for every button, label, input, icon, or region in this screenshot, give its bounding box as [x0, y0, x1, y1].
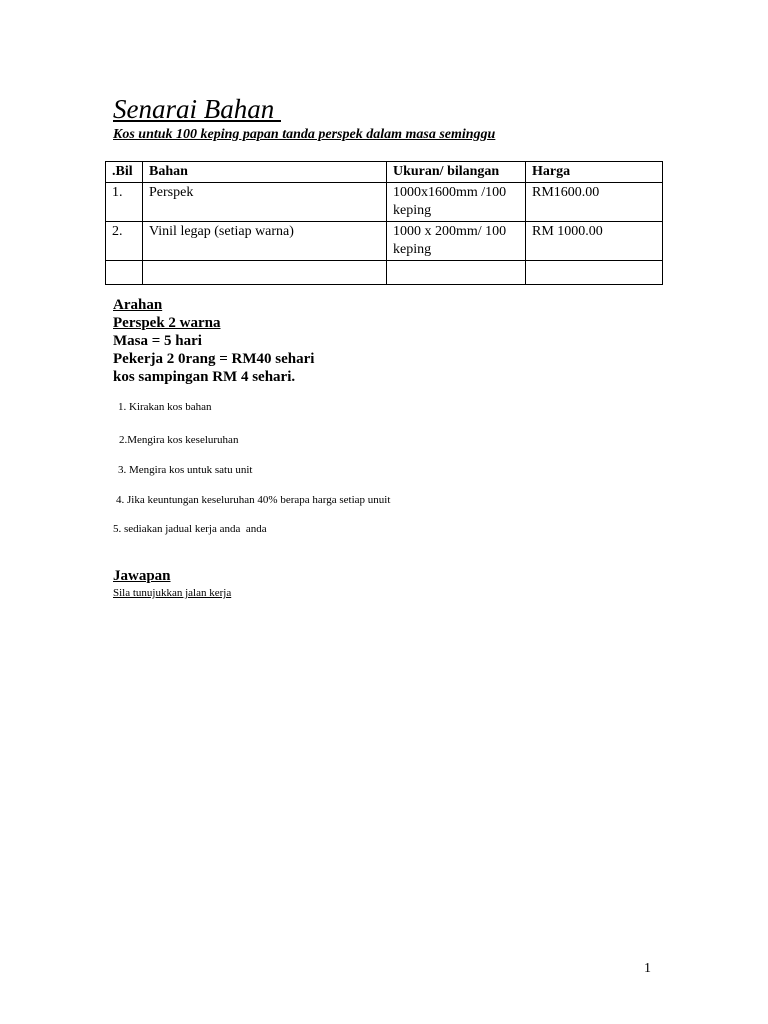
table-cell: 1000 x 200mm/ 100 keping	[387, 222, 526, 261]
answer-heading: Jawapan	[113, 568, 171, 584]
table-row	[106, 222, 663, 261]
materials-table	[105, 161, 663, 285]
table-row-empty	[106, 261, 663, 285]
document-subtitle: Kos untuk 100 keping papan tanda perspek dalam masa seminggu	[113, 127, 496, 142]
question-item: 5. sediakan jadual kerja anda anda	[113, 523, 267, 535]
header-bil: .Bil	[106, 162, 143, 183]
table-cell: Perspek	[143, 183, 387, 222]
instructions-heading: Arahan	[113, 297, 163, 313]
table-cell: RM1600.00	[526, 183, 663, 222]
table-cell: 2.	[106, 222, 143, 261]
page-number: 1	[644, 961, 651, 976]
header-harga: Harga	[526, 162, 663, 183]
header-ukuran: Ukuran/ bilangan	[387, 162, 526, 183]
table-cell	[526, 261, 663, 285]
question-item: 2.Mengira kos keseluruhan	[119, 434, 239, 446]
instruction-line: Masa = 5 hari	[113, 333, 202, 349]
table-cell: 1000x1600mm /100 keping	[387, 183, 526, 222]
question-item: 4. Jika keuntungan keseluruhan 40% berapa harga setiap unuit	[116, 494, 391, 506]
table-cell: Vinil legap (setiap warna)	[143, 222, 387, 261]
question-item: 1. Kirakan kos bahan	[118, 401, 212, 413]
table-cell	[143, 261, 387, 285]
table-cell: 1.	[106, 183, 143, 222]
document-title: Senarai Bahan	[113, 94, 281, 124]
table-row	[106, 183, 663, 222]
instruction-line: kos sampingan RM 4 sehari.	[113, 369, 296, 385]
answer-note: Sila tunujukkan jalan kerja	[113, 587, 232, 599]
header-bahan: Bahan	[143, 162, 387, 183]
table-cell	[387, 261, 526, 285]
instruction-line: Pekerja 2 0rang = RM40 sehari	[113, 351, 315, 367]
instruction-line: Perspek 2 warna	[113, 315, 221, 331]
table-cell	[106, 261, 143, 285]
question-item: 3. Mengira kos untuk satu unit	[118, 464, 253, 476]
table-cell: RM 1000.00	[526, 222, 663, 261]
table-header-row	[106, 162, 663, 183]
instructions-block	[113, 296, 314, 386]
